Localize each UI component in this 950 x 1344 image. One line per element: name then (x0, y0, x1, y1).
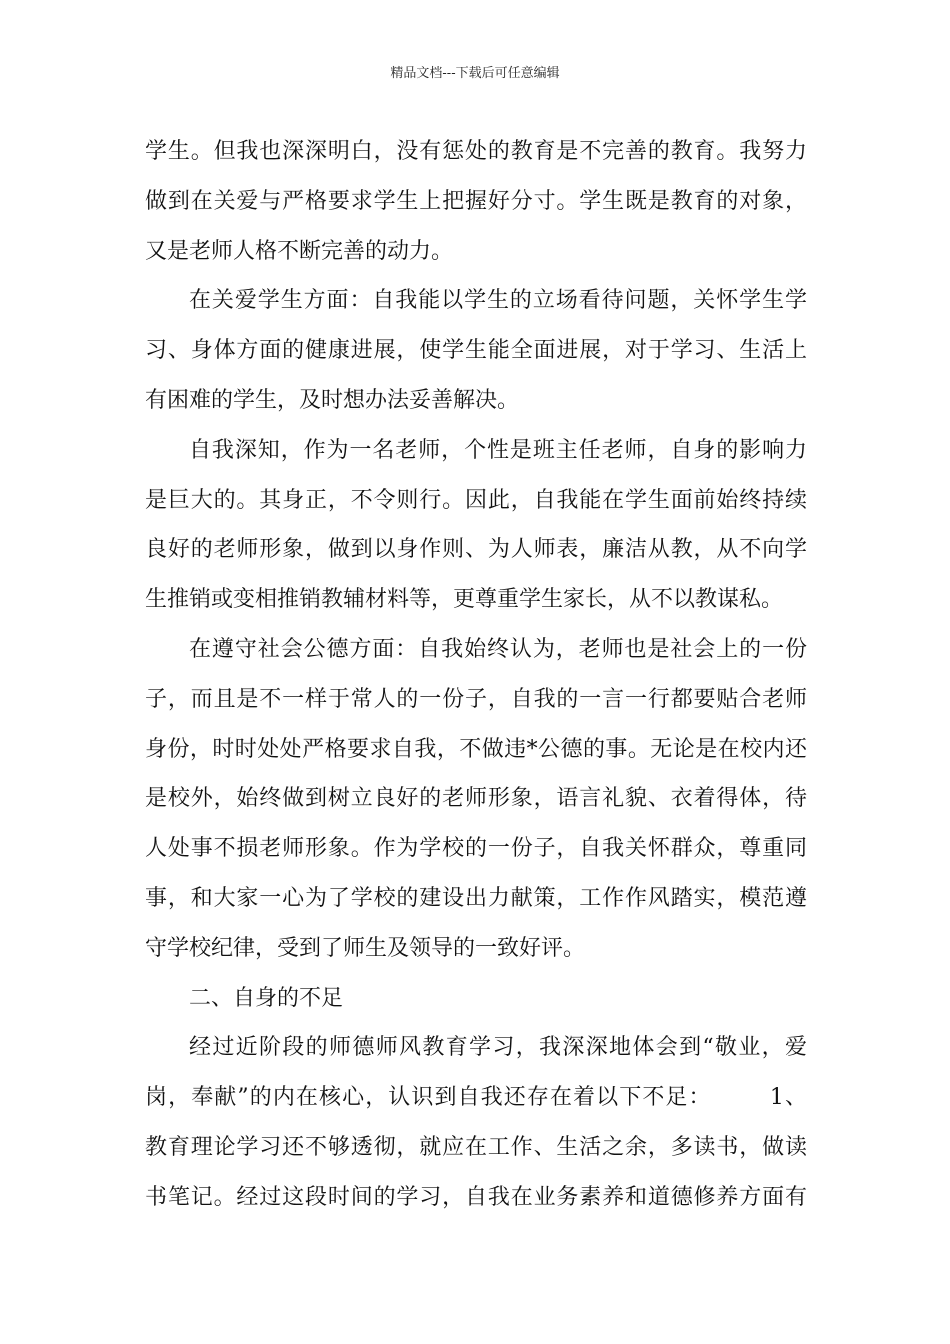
text-line: 生推销或变相推销教辅材料等，更尊重学生家长，从不以教谋私。 (145, 587, 784, 613)
paragraph-first-line: 在关爱学生方面：自我能以学生的立场看待问题，关怀学生学 (189, 288, 807, 314)
text-line: 习、身体方面的健康进展，使学生能全面进展，对于学习、生活上 (145, 338, 807, 364)
text-line: 良好的老师形象，做到以身作则、为人师表，廉洁从教，从不向学 (145, 537, 807, 563)
text-line: 是校外，始终做到树立良好的老师形象，语言礼貌、衣着得体，待 (145, 786, 807, 812)
text-line: 人处事不损老师形象。作为学校的一份子，自我关怀群众，尊重同 (145, 836, 807, 862)
text-line: 子，而且是不一样于常人的一份子，自我的一言一行都要贴合老师 (145, 686, 807, 712)
text-line: 岗，奉献”的内在核心，认识到自我还存在着以下不足： 1、 (145, 1085, 807, 1111)
text-line: 又是老师人格不断完善的动力。 (145, 238, 454, 264)
text-line: 身份，时时处处严格要求自我，不做违*公德的事。无论是在校内还 (145, 736, 807, 762)
text-line: 有困难的学生，及时想办法妥善解决。 (145, 387, 520, 413)
text-line: 事，和大家一心为了学校的建设出力献策，工作作风踏实，模范遵 (145, 885, 807, 911)
text-line: 学生。但我也深深明白，没有惩处的教育是不完善的教育。我努力 (145, 139, 807, 164)
text-line: 是巨大的。其身正，不令则行。因此，自我能在学生面前始终持续 (145, 487, 807, 513)
paragraph-first-line: 经过近阶段的师德师风教育学习，我深深地体会到“敬业，爱 (189, 1035, 807, 1061)
document-body (145, 130, 807, 1226)
page-header: 精品文档---下载后可任意编辑 (390, 66, 560, 81)
section-heading: 二、自身的不足 (189, 985, 344, 1011)
text-line: 守学校纪律，受到了师生及领导的一致好评。 (145, 935, 586, 961)
paragraph-first-line: 自我深知，作为一名老师，个性是班主任老师，自身的影响力 (189, 437, 807, 463)
text-line: 教育理论学习还不够透彻，就应在工作、生活之余，多读书，做读 (145, 1134, 807, 1160)
text-line: 书笔记。经过这段时间的学习，自我在业务素养和道德修养方面有 (145, 1184, 807, 1210)
paragraph-first-line: 在遵守社会公德方面：自我始终认为，老师也是社会上的一份 (189, 636, 807, 662)
text-line: 做到在关爱与严格要求学生上把握好分寸。学生既是教育的对象， (145, 188, 807, 214)
